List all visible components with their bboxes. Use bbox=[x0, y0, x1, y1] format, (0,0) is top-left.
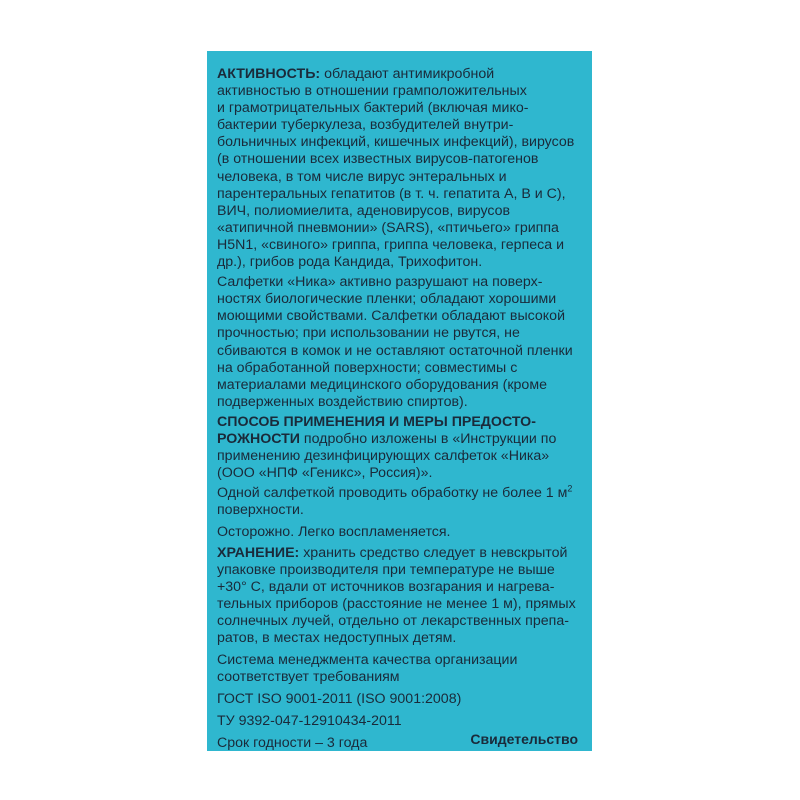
text-line: (ООО «НПФ «Геникс», Россия)». bbox=[217, 465, 433, 482]
text-line: парентеральных гепатитов (в т. ч. гепатита А, В и С), bbox=[217, 185, 566, 202]
text-line: Салфетки «Ника» активно разрушают на поверх- bbox=[217, 274, 543, 291]
shelf-life-text: Срок годности – 3 года bbox=[217, 735, 368, 752]
certificate-label: Свидетельство bbox=[470, 731, 578, 747]
storage-heading: ХРАНЕНИЕ: bbox=[217, 544, 300, 561]
text-line: больничных инфекций, кишечных инфекций), вирусов bbox=[217, 134, 575, 151]
text-line: Система менеджмента качества организации bbox=[217, 652, 518, 669]
caution-section bbox=[217, 524, 583, 541]
text-line: материалами медицинского оборудования (кроме bbox=[217, 376, 547, 393]
text-line: +30° С, вдали от источников возгарания и нагрева- bbox=[217, 578, 555, 595]
text-line: «атипичной пневмонии» (SARS), «птичьего» гриппа bbox=[217, 219, 559, 236]
text-line: (в отношении всех известных вирусов-патогенов bbox=[217, 151, 539, 168]
text-line: тельных приборов (расстояние не менее 1 м), прямых bbox=[217, 595, 576, 612]
activity-section: АКТИВНОСТЬ: обладают антимикробной активностью в отношении грамположительных и грамотрицательных бактерий (включая мико- бактерии туберкулеза, возбудителей внутри- больничных инфекций, кишечных инфекций), вирусов (в отношении всех известных вирусов-патогенов человека, в том числе вирус энтеральных и парентеральных гепатитов (в т. ч. гепатита А, В и С), ВИЧ, полиомиелита, аденовирусов, вирусов «атипичной пневмонии» (SARS), «птичьего» гриппа H5N1, «свиного» гриппа, гриппа человека, герпеса и др.), грибов рода Кандида, Трихофитон. bbox=[217, 66, 583, 271]
storage-section: ХРАНЕНИЕ: хранить средство следует в невскрытой упаковке производителя при температуре не выше +30° С, вдали от источников возгарания и нагрева- тельных приборов (расстояние не менее 1 м), прямых солнечных лучей, отдельно от лекарственных препа- ратов, в местах недоступных детям. bbox=[217, 545, 583, 648]
text-line: ВИЧ, полиомиелита, аденовирусов, вирусов bbox=[217, 202, 511, 219]
wipes-section bbox=[217, 274, 583, 411]
tu-section bbox=[217, 713, 583, 730]
quality-section bbox=[217, 652, 583, 686]
gost-section bbox=[217, 691, 583, 708]
text-line: ностях биологические пленки; обладают хорошими bbox=[217, 291, 557, 308]
text-line: соответствует требованиям bbox=[217, 669, 400, 686]
text-line: сбиваются в комок и не оставляют остаточной пленки bbox=[217, 342, 573, 359]
text-line: применению дезинфицирующих салфеток «Ника» bbox=[217, 448, 550, 465]
method-section: СПОСОБ ПРИМЕНЕНИЯ И МЕРЫ ПРЕДОСТО- РОЖНОСТИ подробно изложены в «Инструкции по применению дезинфицирующих салфеток «Ника» (ООО «НПФ «Геникс», Россия)». bbox=[217, 414, 583, 482]
text-line: бактерии туберкулеза, возбудителей внутри- bbox=[217, 117, 514, 134]
text-line: солнечных лучей, отдельно от лекарственных препа- bbox=[217, 612, 569, 629]
text-line: на обработанной поверхности; совместимы с bbox=[217, 359, 518, 376]
text-line: H5N1, «свиного» гриппа, гриппа человека, герпеса и bbox=[217, 236, 564, 253]
text-line: активностью в отношении грамположительных bbox=[217, 83, 527, 100]
label-text bbox=[217, 66, 583, 756]
text-line: человека, в том числе вирус энтеральных и bbox=[217, 168, 507, 185]
text-line: др.), грибов рода Кандида, Трихофитон. bbox=[217, 254, 483, 271]
text-line: моющими свойствами. Салфетки обладают высокой bbox=[217, 308, 565, 325]
method-heading: СПОСОБ ПРИМЕНЕНИЯ И МЕРЫ ПРЕДОСТО- bbox=[217, 413, 536, 430]
activity-heading: АКТИВНОСТЬ: bbox=[217, 66, 321, 82]
area-section: Одной салфеткой проводить обработку не более 1 $м^2$ поверхности. bbox=[217, 485, 583, 519]
gost-text: ГОСТ ISO 9001-2011 (ISO 9001:2008) bbox=[217, 691, 462, 708]
text-line: упаковке производителя при температуре не выше bbox=[217, 561, 555, 578]
text-line: и грамотрицательных бактерий (включая мико- bbox=[217, 100, 529, 117]
text-line: поверхности. bbox=[217, 502, 304, 519]
text-line: подверженных воздействию спиртов). bbox=[217, 393, 468, 410]
text-line: ратов, в местах недоступных детям. bbox=[217, 630, 457, 646]
caution-text: Осторожно. Легко воспламеняется. bbox=[217, 524, 451, 541]
text-line: прочностью; при использовании не рвутся, не bbox=[217, 325, 520, 342]
method-heading-cont: РОЖНОСТИ bbox=[217, 430, 300, 447]
tu-text: ТУ 9392-047-12910434-2011 bbox=[217, 713, 402, 730]
